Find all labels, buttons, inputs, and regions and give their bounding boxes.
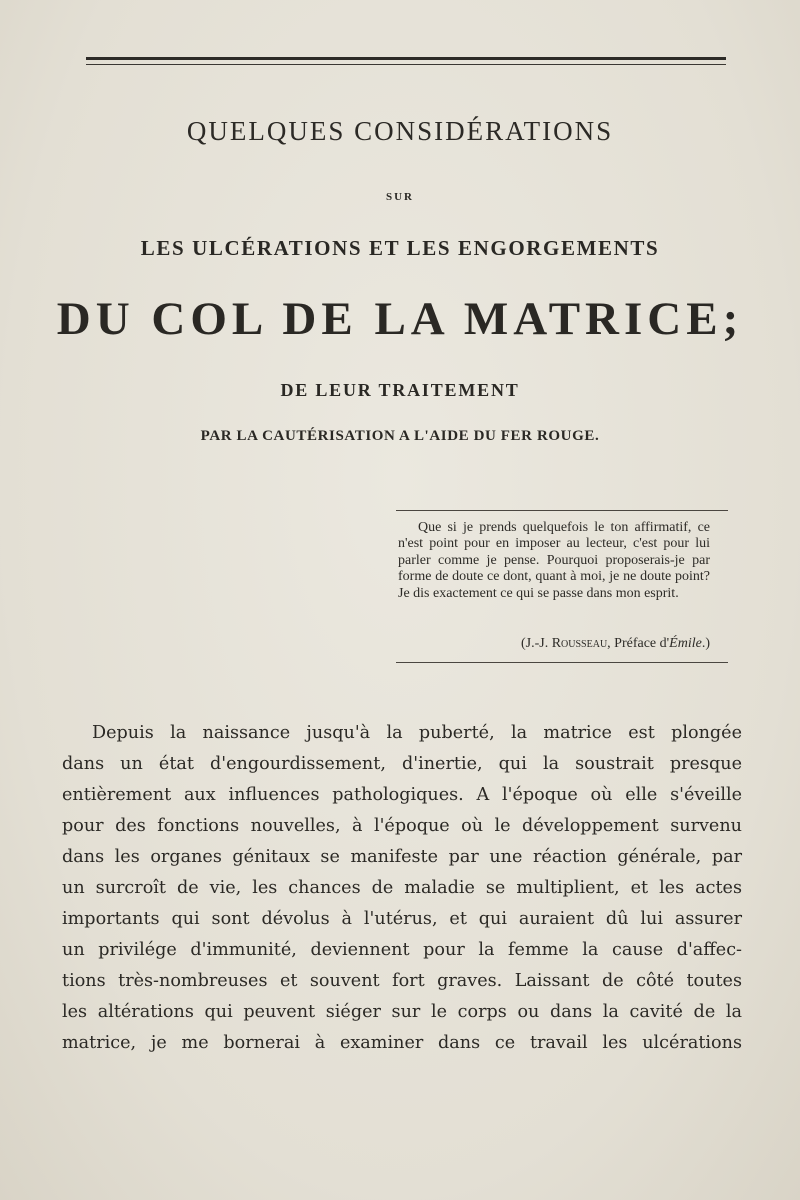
body-line: pour des fonctions nouvelles, à l'époque où le développement survenu xyxy=(62,816,742,836)
epigraph-text: Que si je prends quelquefois le ton affirmatif, ce n'est point pour en imposer au lecteur, c'est pour lui parler comme je pense. Pourquoi proposerais-je par forme de doute ce dont, quant à moi, je ne doute point? Je dis exactement ce qui se passe dans mon esprit. xyxy=(398,520,710,601)
body-line: matrice, je me bornerai à examiner dans ce travail les ulcérations xyxy=(62,1033,742,1053)
epigraph-top-rule xyxy=(396,510,728,511)
attribution-mid: , Préface d' xyxy=(607,636,670,651)
body-line: entièrement aux influences pathologiques. A l'époque où elle s'éveille xyxy=(62,785,742,805)
body-line: Depuis la naissance jusqu'à la puberté, la matrice est plongée xyxy=(92,723,742,743)
attribution-author: Rousseau xyxy=(551,636,608,651)
epigraph-bottom-rule xyxy=(396,662,728,663)
body-line: les altérations qui peuvent siéger sur le corps ou dans la cavité de la xyxy=(62,1002,742,1022)
title-line-3: DU COL DE LA MATRICE; xyxy=(56,293,744,345)
title-sur: SUR xyxy=(385,191,414,203)
body-line: un surcroît de vie, les chances de maladie se multiplient, et les actes xyxy=(62,878,742,898)
attribution-open: (J.-J. xyxy=(520,636,549,651)
body-line: un privilége d'immunité, deviennent pour la femme la cause d'affec- xyxy=(62,940,742,960)
body-line: tions très-nombreuses et souvent fort graves. Laissant de côté toutes xyxy=(62,971,742,991)
body-line: importants qui sont dévolus à l'utérus, et qui auraient dû lui assurer xyxy=(62,909,742,929)
title-line-4: DE LEUR TRAITEMENT xyxy=(280,380,520,400)
title-line-1: QUELQUES CONSIDÉRATIONS xyxy=(186,116,614,146)
epigraph-attribution xyxy=(398,636,710,652)
attribution-work: Émile xyxy=(669,636,702,651)
body-line: dans les organes génitaux se manifeste par une réaction générale, par xyxy=(62,847,742,867)
header-double-rule xyxy=(86,57,726,60)
body-line: dans un état d'engourdissement, d'inertie, qui la soustrait presque xyxy=(62,754,742,774)
body-paragraph xyxy=(62,718,742,1059)
title-line-2: LES ULCÉRATIONS ET LES ENGORGEMENTS xyxy=(140,236,660,260)
attribution-close: .) xyxy=(701,636,710,651)
title-line-5: PAR LA CAUTÉRISATION A L'AIDE DU FER ROUGE. xyxy=(200,428,600,444)
